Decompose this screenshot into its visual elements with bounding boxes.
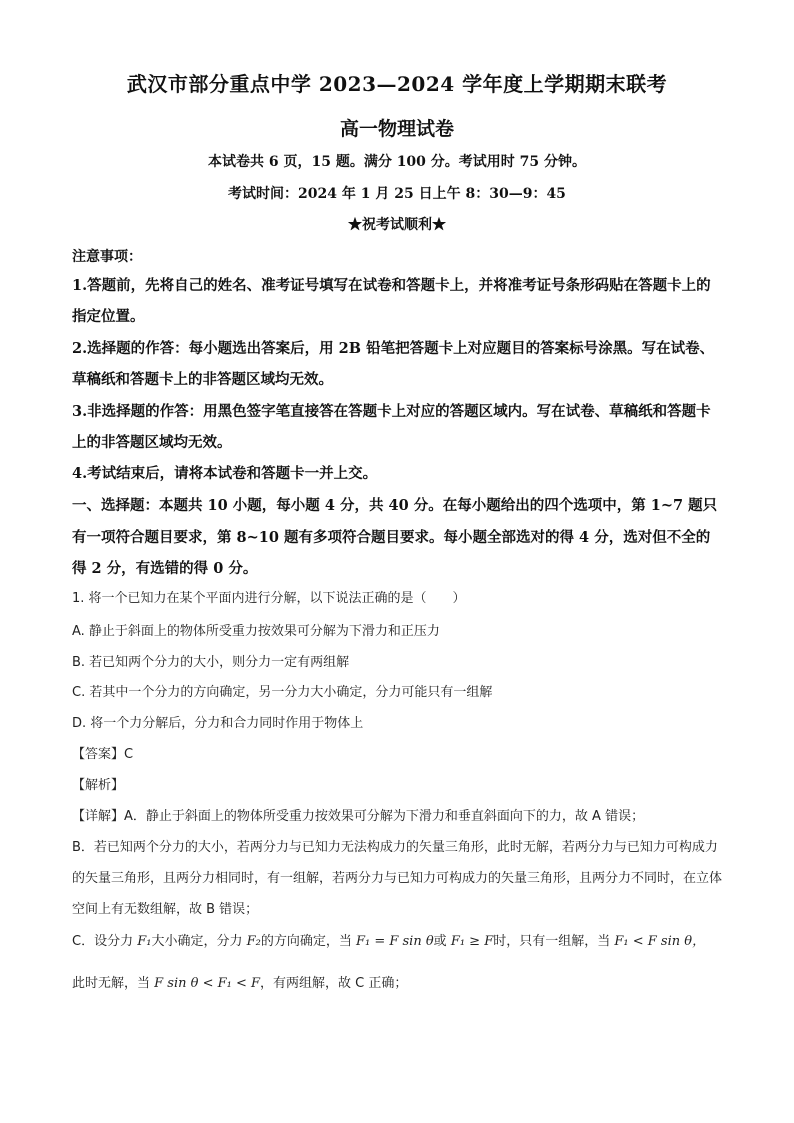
math-eq4: F sin θ < F₁ < F	[154, 976, 261, 991]
exam-info: 本试卷共 6 页，15 题。满分 100 分。考试用时 75 分钟。	[207, 154, 587, 170]
detail-c-text-3: 的方向确定，当	[260, 934, 356, 949]
detail-c-text-5: 时，只有一组解，当	[493, 934, 615, 949]
detail-c-line2	[72, 968, 722, 999]
detail-b: B．若已知两个分力的大小，若两分力与已知力无法构成力的矢量三角形，此时无解，若两分力与已知力可构成力的矢量三角形，且两分力相同时，有一组解，若两分力与已知力可构成力的矢量三角形，且两分力不同时，在立体空间上有无数组解，故 B 错误；	[72, 840, 723, 917]
detail-a-text: A．静止于斜面上的物体所受重力按效果可分解为下滑力和垂直斜面向下的力，故 A 错误；	[124, 809, 645, 824]
question-stem: 1. 将一个已知力在某个平面内进行分解，以下说法正确的是（ ）	[72, 591, 466, 606]
exam-time: 考试时间：2024 年 1 月 25 日上午 8：30—9：45	[228, 186, 566, 202]
notice-item-1: 1.答题前，先将自己的姓名、准考证号填写在试卷和答题卡上，并将准考证号条形码贴在答题卡上的指定位置。	[72, 277, 711, 325]
detail-c-text-7: ，有两组解，故 C 正确；	[260, 976, 408, 991]
detail-c-text-4: 或	[433, 934, 451, 949]
option-d: D. 将一个力分解后，分力和合力同时作用于物体上	[72, 716, 364, 731]
option-c: C. 若其中一个分力的方向确定，另一分力大小确定，分力可能只有一组解	[72, 685, 493, 700]
option-b: B. 若已知两个分力的大小，则分力一定有两组解	[72, 655, 350, 670]
math-f1: F₁	[137, 934, 152, 949]
detail-c-text-1: C．设分力	[72, 934, 138, 949]
math-eq2: F₁ ≥ F	[450, 934, 494, 949]
notice-item-2: 2.选择题的作答：每小题选出答案后，用 2B 铅笔把答题卡上对应题目的答案标号涂黑。写在试卷、草稿纸和答题卡上的非答题区域均无效。	[72, 340, 715, 388]
detail-a	[72, 801, 722, 832]
blessing-line: ★祝考试顺利★	[348, 217, 446, 233]
answer-label: 【答案】	[72, 747, 125, 762]
math-f2: F₂	[246, 934, 261, 949]
math-eq1: F₁ = F sin θ	[355, 934, 434, 949]
answer-line	[72, 743, 722, 762]
answer-value: C	[124, 747, 134, 762]
notice-item-3: 3.非选择题的作答：用黑色签字笔直接答在答题卡上对应的答题区域内。写在试卷、草稿纸和答题卡上的非答题区域均无效。	[72, 403, 711, 451]
exam-subtitle: 高一物理试卷	[339, 118, 454, 140]
math-eq3: F₁ < F sin θ，	[614, 934, 706, 949]
analysis-label: 【解析】	[72, 778, 125, 793]
detail-c-text-2: 大小确定，分力	[151, 934, 247, 949]
detail-label: 【详解】	[72, 809, 125, 824]
exam-title: 武汉市部分重点中学 2023—2024 学年度上学期期末联考	[126, 72, 668, 96]
option-a: A. 静止于斜面上的物体所受重力按效果可分解为下滑力和正压力	[72, 624, 440, 639]
notice-item-4: 4.考试结束后，请将本试卷和答题卡一并上交。	[72, 465, 378, 482]
notice-heading: 注意事项：	[72, 249, 142, 265]
section-instructions: 一、选择题：本题共 10 小题，每小题 4 分，共 40 分。在每小题给出的四个选项中，第 1~7 题只有一项符合题目要求，第 8~10 题有多项符合题目要求。每小题全部选对的得 4 分，选对但不全的得 2 分，有选错的得 0 分。	[72, 497, 718, 577]
detail-c-text-6: 此时无解，当	[72, 976, 155, 991]
detail-c-line1	[72, 926, 722, 957]
